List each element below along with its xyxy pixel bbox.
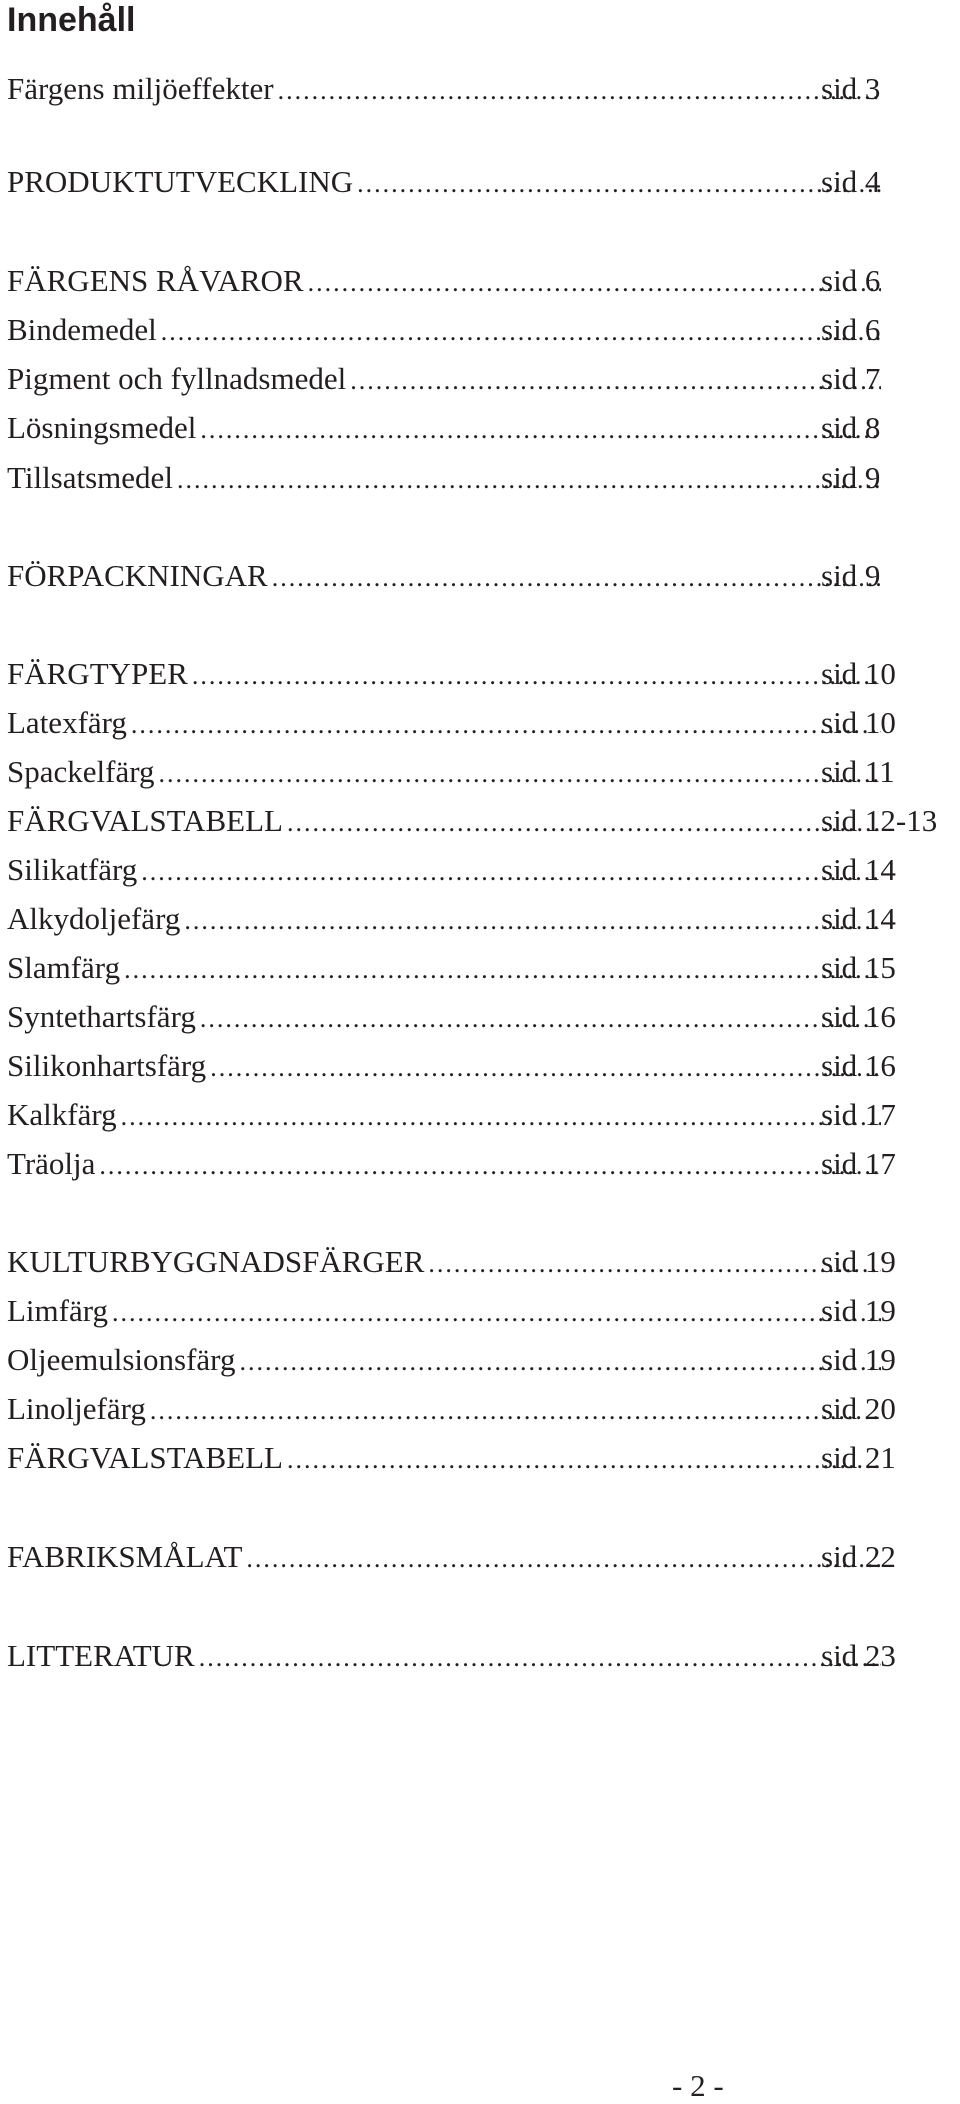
toc-entry-page: sid 10: [821, 656, 896, 691]
toc-entry[interactable]: [7, 799, 938, 843]
toc-entry-title: FABRIKSMÅLAT: [7, 1539, 243, 1574]
toc-entry-title: Latexfärg: [7, 705, 127, 740]
toc-entry-page: sid 6: [821, 263, 881, 298]
toc-entry[interactable]: [7, 1044, 896, 1088]
toc-entry-page: sid 7: [821, 361, 881, 396]
toc-entry-title: Alkydoljefärg: [7, 901, 181, 936]
dot-leader: [357, 162, 881, 206]
toc-entry-title: Tillsatsmedel: [7, 460, 173, 495]
dot-leader: [239, 1340, 881, 1384]
toc-entry-page: sid 17: [821, 1097, 896, 1132]
toc-entry[interactable]: [7, 750, 895, 794]
page-number: - 2 -: [672, 2068, 724, 2103]
toc-entry-title: LITTERATUR: [7, 1638, 195, 1673]
toc-entry-title: Silikonhartsfärg: [7, 1048, 207, 1083]
toc-entry-title: FÄRGENS RÅVAROR: [7, 263, 304, 298]
dot-leader: [278, 69, 881, 113]
toc-entry-page: sid 15: [821, 950, 896, 985]
dot-leader: [308, 261, 881, 305]
toc-entry-page: sid 21: [821, 1440, 896, 1475]
dot-leader: [287, 801, 881, 845]
dot-leader: [287, 1438, 881, 1482]
toc-entry[interactable]: [7, 1436, 896, 1480]
toc-entry-title: KULTURBYGGNADSFÄRGER: [7, 1244, 425, 1279]
toc-entry-title: Spackelfärg: [7, 754, 155, 789]
toc-entry-page: sid 19: [821, 1293, 896, 1328]
toc-entry[interactable]: [7, 652, 896, 696]
toc-entry-title: Träolja: [7, 1146, 96, 1181]
toc-entry[interactable]: [7, 1535, 896, 1579]
toc-entry-page: sid 14: [821, 852, 896, 887]
toc-entry-title: FÖRPACKNINGAR: [7, 558, 268, 593]
dot-leader: [200, 997, 881, 1041]
toc-entry-page: sid 19: [821, 1342, 896, 1377]
toc-entry-title: Syntethartsfärg: [7, 999, 196, 1034]
toc-entry[interactable]: [7, 357, 887, 401]
toc-entry-page: sid 17: [821, 1146, 896, 1181]
toc-entry-page: sid 8: [821, 410, 881, 445]
toc-entry[interactable]: [7, 701, 896, 745]
toc-entry-page: sid 11: [821, 754, 895, 789]
toc-entry[interactable]: [7, 1289, 896, 1333]
toc-entry-page: sid 20: [821, 1391, 896, 1426]
toc-entry-title: FÄRGTYPER: [7, 656, 188, 691]
toc-entry[interactable]: [7, 897, 896, 941]
toc-entry[interactable]: [7, 554, 887, 598]
toc-entry[interactable]: [7, 456, 887, 500]
toc-entry-title: FÄRGVALSTABELL: [7, 803, 283, 838]
toc-entry-title: PRODUKTUTVECKLING: [7, 164, 354, 199]
toc-entry-page: sid 3: [821, 71, 881, 106]
toc-entry[interactable]: [7, 160, 887, 204]
toc-entry-page: sid 19: [821, 1244, 896, 1279]
toc-entry[interactable]: [7, 848, 896, 892]
toc-entry-page: sid 10: [821, 705, 896, 740]
toc-entry-title: Kalkfärg: [7, 1097, 117, 1132]
dot-leader: [272, 556, 881, 600]
toc-entry-title: Linoljefärg: [7, 1391, 146, 1426]
toc-entry-page: sid 12-13: [821, 803, 938, 838]
dot-leader: [131, 703, 881, 747]
toc-entry-title: FÄRGVALSTABELL: [7, 1440, 283, 1475]
dot-leader: [177, 458, 881, 502]
toc-entry-page: sid 16: [821, 1048, 896, 1083]
toc-entry-page: sid 9: [821, 460, 881, 495]
toc-entry[interactable]: [7, 259, 887, 303]
dot-leader: [350, 359, 881, 403]
toc-entry[interactable]: [7, 1142, 896, 1186]
dot-leader: [124, 948, 881, 992]
toc-entry-page: sid 23: [821, 1638, 896, 1673]
toc-entry[interactable]: [7, 1634, 896, 1678]
toc-entry-title: Lösningsmedel: [7, 410, 197, 445]
toc-entry[interactable]: [7, 67, 887, 111]
toc-entry[interactable]: [7, 1387, 896, 1431]
dot-leader: [158, 752, 881, 796]
toc-entry[interactable]: [7, 995, 896, 1039]
dot-leader: [246, 1537, 881, 1581]
toc-entry-page: sid 9: [821, 558, 881, 593]
dot-leader: [210, 1046, 881, 1090]
dot-leader: [112, 1291, 881, 1335]
toc-entry-page: sid 6: [821, 312, 881, 347]
dot-leader: [184, 899, 881, 943]
dot-leader: [199, 1636, 881, 1680]
toc-entry-page: sid 14: [821, 901, 896, 936]
page-title: Innehåll: [7, 1, 136, 39]
toc-entry[interactable]: [7, 1093, 896, 1137]
toc-entry-page: sid 4: [821, 164, 881, 199]
dot-leader: [161, 310, 881, 354]
dot-leader: [121, 1095, 881, 1139]
toc-entry[interactable]: [7, 946, 896, 990]
dot-leader: [141, 850, 881, 894]
dot-leader: [150, 1389, 881, 1433]
toc-entry[interactable]: [7, 406, 887, 450]
dot-leader: [428, 1242, 881, 1286]
toc-entry-title: Pigment och fyllnadsmedel: [7, 361, 347, 396]
toc-entry-page: sid 16: [821, 999, 896, 1034]
dot-leader: [200, 408, 881, 452]
toc-entry-page: sid 22: [821, 1539, 896, 1574]
toc-entry-title: Slamfärg: [7, 950, 121, 985]
toc-entry-title: Färgens miljöeffekter: [7, 71, 274, 106]
toc-entry-title: Oljeemulsionsfärg: [7, 1342, 236, 1377]
toc-entry-title: Limfärg: [7, 1293, 109, 1328]
toc-entry-title: Bindemedel: [7, 312, 157, 347]
dot-leader: [99, 1144, 881, 1188]
dot-leader: [192, 654, 881, 698]
toc-entry-title: Silikatfärg: [7, 852, 138, 887]
toc-entry[interactable]: [7, 1338, 896, 1382]
toc-entry[interactable]: [7, 308, 887, 352]
toc-entry[interactable]: [7, 1240, 896, 1284]
